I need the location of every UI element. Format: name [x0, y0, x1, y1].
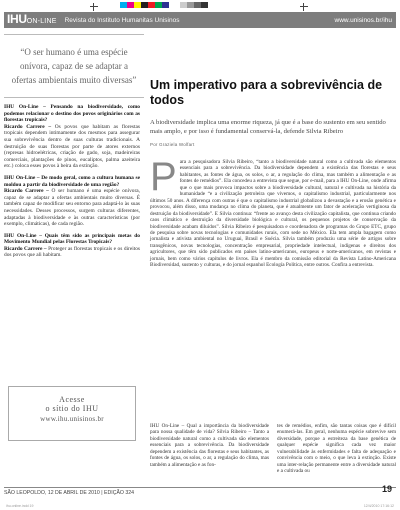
qa-question: IHU On-Line – Quais têm sido as principais metas do Movimento Mundial pelas Florestas Tropicais?: [4, 232, 140, 246]
registration-bar: [0, 2, 400, 10]
slug-left: ihu.online.indd 19: [6, 504, 34, 508]
drop-cap: P: [150, 155, 177, 199]
color-swatch-blue: [162, 2, 169, 8]
qa-answer: Os povos que habitam as florestas tropicais dependem intimamente dos mesmos para assegurar sua sobrevivência dentro de suas culturas tradicionais. A destruição de suas florestas por parte de atores externos (represas hidroelétricas, criação de gado, soja, madeireiras comerciais, plantações de pinos, eucaliptos, palma azeiteira etc.) coloca esses povos à beira da extinção.: [4, 123, 141, 170]
qa-item: [4, 233, 140, 259]
ad-url[interactable]: www.ihu.unisinos.br: [40, 415, 104, 423]
qa-answer: Proteger as florestas tropicais e os direitos dos povos que ali habitam.: [4, 245, 140, 259]
color-swatch-gray4: [201, 2, 208, 8]
interview-columns: [150, 423, 396, 475]
article-body-text: ara a pesquisadora Silvia Ribeiro, “tanto a biodiversidade natural como a cultivada são elementos essenciais para a sobrevivência. Da biodiversidade dependem a existência das florestas e seus habitantes, as fontes de água, os solos, o ar, a regulação do clima, mas também a alimentação e as fontes de remédios”. Ela concedeu a entrevista que segue, por e-mail, para a IHU On-Line, onde afirma que o que mais provoca impactos sobre a biodiversidade cultural, natural e cultivada na história da humanidade “e a civilização petroleira que vivemos, o capitalismo industrial, particularmente nos últimos 50 anos. A diferença com outras é que o capitalismo industrial globalizou a devastação e a erosão genética e provocou, além disso, uma mudança no clima do planeta, que é atualmente um fator de aceleração vertiginosa da destruição da biodiversidade”. E Silvia continua: “frente ao avanço desta civilização capitalista, que continua criando caos climático e destruição da diversidade biológica e cultural, os pequenos projetos de conservação da biodiversidade acabam diluídos”. Silvia Ribeiro é pesquisadora e coordenadora de programas do Grupo ETC, grupo de pesquisa sobre novas tecnologias e comunidades rurais, com sede no México. Ela tem ampla bagagem como jornalista e ativista ambiental no Uruguai, Brasil e Suécia. Silvia também produziu uma série de artigos sobre transgênicos, novas tecnologias, concentração empresarial, propriedade intelectual, indígenas e direitos dos agricultores, que têm sido publicados em países latino-americanos, europeus e norte-americanos, em revistas e jornais, bem como vários capítulos de livros. Ela é membro da comissão editorial da Revista Latino-Americana Biodiversidad, sustento y culturas, e do jornal espanhol Ecología Política, entre outros. Confira a entrevista.: [150, 159, 396, 269]
registration-mark-icon: [90, 3, 98, 11]
qa-answer: O ser humano é uma espécie onívora, capaz de se adaptar a ofertas ambientais muito diversas. É também capaz de modificar seu entorno para adaptá-lo às suas necessidades. Desses processos, surgem culturas diferentes, adaptadas à biodiversidade e às outras características (por exemplo, climáticas), de cada região.: [4, 188, 140, 228]
slug-right: 12/4/2010 17:16:12: [363, 504, 394, 508]
article: [150, 78, 396, 269]
logo-small-text: ON-LINE: [26, 17, 57, 25]
ihu-logo: [4, 11, 57, 30]
color-swatch-yellow: [134, 2, 141, 8]
color-swatch-gray2: [187, 2, 194, 8]
article-title: Um imperativo para a sobrevivência de todos: [150, 78, 383, 107]
sidebar: [4, 34, 144, 264]
footer-text: SÃO LEOPOLDO, 12 DE ABRIL DE 2010 | EDIÇÃO 324: [4, 489, 135, 496]
sidebar-interview: [4, 104, 144, 259]
registration-mark-icon: [300, 3, 308, 11]
header-subtitle: Revista do Instituto Humanitas Unisinos: [64, 16, 180, 24]
page-footer: [4, 487, 396, 497]
magazine-header: [4, 12, 396, 28]
color-swatch-cyan: [120, 2, 127, 8]
interview-column-2: tes de remédios, enfim, são tantas coisas que é difícil enumerá-las. Em geral, nenhuma espécie sobrevive sem diversidade, porque a estreiteza da base genética de qualquer espécie significa cada vez maior vulnerabilidade às enfermidades e falta de adequação e convivência com o meio, o que leva à extinção. Existe uma inter-relação permanente entre a diversidade natural e a cultivada ou: [277, 423, 396, 475]
color-swatch-green: [155, 2, 162, 8]
interview-column-1: IHU On-Line – Qual a importância da biodiversidade para nossa qualidade de vida? Silvia Ribeiro – Tanto a biodiversidade natural como a cultivada são elementos essenciais para a sobrevivência. Da biodiversidade dependem a existência das florestas e seus habitantes, as fontes de água, os solos, o ar, a regulação do clima, mas também a alimentação e as fon-: [150, 423, 269, 468]
article-lead: A biodiversidade implica uma enorme riqueza, já que é a base do sustento em seu sentido mais amplo, e por isso é fundamental conservá-la, defende Silvia Ribeiro: [150, 119, 386, 135]
page-number: 19: [381, 484, 392, 494]
print-slug: [6, 504, 394, 508]
article-author: Por Graziela Wolfart: [150, 142, 195, 147]
pull-quote: “O ser humano é uma espécie onívora, capaz de se adaptar a ofertas ambientais muito diversas”: [4, 34, 144, 98]
qa-item: [4, 104, 140, 170]
ihu-site-ad[interactable]: [8, 386, 136, 441]
qa-question: IHU On-Line – De modo geral, como a cultura humana se moldou a partir da biodiversidade de uma região?: [4, 174, 140, 188]
article-body: [150, 155, 396, 269]
ad-line1: Acesse: [59, 395, 85, 404]
qa-question: IHU On-Line – Pensando na biodiversidade, como podemos relacionar o destino dos povos originários com as florestas tropicais?: [4, 104, 140, 124]
color-swatch-red: [148, 2, 155, 8]
color-swatch-black: [141, 2, 148, 8]
color-swatch-gray3: [194, 2, 201, 8]
qa-answer-name: Ricardo Carrere –: [4, 245, 47, 252]
ad-line2: o sítio do IHU: [45, 404, 99, 413]
qa-answer-name: Ricardo Carrere –: [4, 123, 52, 130]
header-url[interactable]: www.unisinos.br/ihu: [334, 16, 392, 24]
qa-item: [4, 175, 140, 228]
qa-answer-name: Ricardo Carrere –: [4, 188, 49, 195]
color-swatch-magenta: [127, 2, 134, 8]
logo-text: IHU: [7, 11, 27, 26]
color-swatch-gray1: [180, 2, 187, 8]
